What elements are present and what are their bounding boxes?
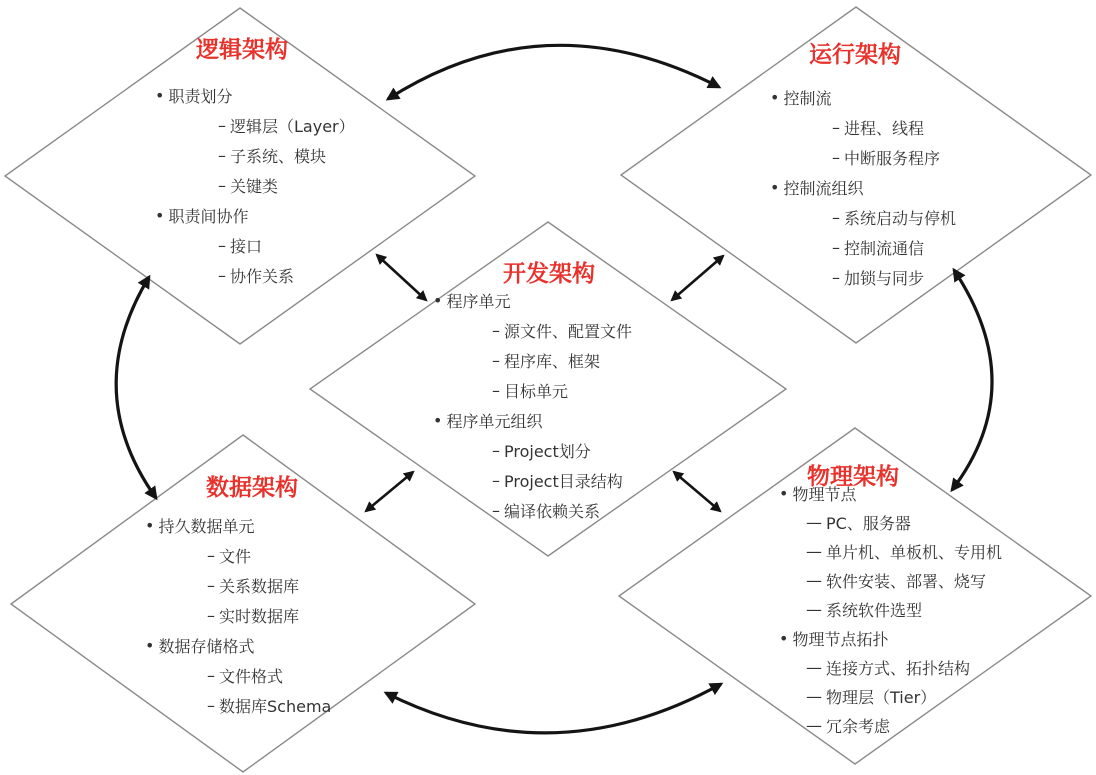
- bullet-icon: •: [770, 177, 780, 197]
- dash-icon: —: [806, 513, 822, 532]
- list-item-label: 数据存储格式: [158, 636, 255, 656]
- list-item-label: 物理节点: [792, 485, 857, 504]
- dash-icon: –: [492, 500, 500, 520]
- list-item-label: Project目录结构: [504, 471, 623, 491]
- dash-icon: –: [492, 320, 500, 340]
- list-item: [145, 630, 331, 660]
- list-item: [832, 142, 956, 172]
- list-item: [155, 200, 355, 230]
- view-list-development: [433, 285, 632, 525]
- list-item: [145, 510, 331, 540]
- dash-icon: –: [832, 207, 840, 227]
- list-item: [806, 566, 1002, 595]
- list-item: [218, 110, 355, 140]
- list-item-label: 控制流: [783, 88, 832, 108]
- dash-icon: –: [218, 175, 226, 195]
- list-item: [207, 570, 331, 600]
- list-item-label: 目标单元: [504, 381, 569, 401]
- view-title-development: 开发架构: [503, 261, 595, 287]
- list-item: [806, 653, 1002, 682]
- arrow-logical-development: [377, 255, 426, 300]
- list-item-label: 实时数据库: [219, 606, 300, 626]
- list-item: [207, 690, 331, 720]
- dash-icon: –: [218, 115, 226, 135]
- dash-icon: –: [832, 237, 840, 257]
- dash-icon: —: [806, 687, 822, 706]
- view-list-data: [145, 510, 331, 720]
- list-item-label: 职责划分: [168, 86, 233, 106]
- list-item: [218, 170, 355, 200]
- bullet-icon: •: [155, 205, 165, 225]
- list-item: [207, 540, 331, 570]
- dash-icon: –: [207, 665, 215, 685]
- view-list-running: [770, 82, 956, 292]
- list-item-label: 软件安装、部署、烧写: [826, 572, 987, 591]
- list-item: [770, 82, 956, 112]
- list-item-label: PC、服务器: [826, 514, 911, 533]
- list-item-label: 控制流组织: [783, 178, 864, 198]
- view-list-physical: [779, 479, 1002, 740]
- view-title-logical: 逻辑架构: [196, 37, 288, 63]
- list-item: [218, 260, 355, 290]
- list-item: [433, 285, 632, 315]
- arrow-data-development: [366, 472, 413, 511]
- list-item-label: 单片机、单板机、专用机: [826, 543, 1003, 562]
- arrow-logical-running: [388, 45, 719, 99]
- dash-icon: –: [492, 440, 500, 460]
- dash-icon: –: [832, 147, 840, 167]
- list-item: [207, 600, 331, 630]
- dash-icon: —: [806, 542, 822, 561]
- list-item-label: 中断服务程序: [844, 148, 941, 168]
- list-item-label: 文件格式: [219, 666, 284, 686]
- list-item: [806, 508, 1002, 537]
- bullet-icon: •: [770, 87, 780, 107]
- list-item: [806, 595, 1002, 624]
- dash-icon: –: [207, 605, 215, 625]
- list-item-label: 程序单元组织: [446, 411, 543, 431]
- bullet-icon: •: [433, 410, 443, 430]
- list-item-label: 关系数据库: [219, 576, 300, 596]
- list-item-label: 子系统、模块: [230, 146, 327, 166]
- view-title-physical: 物理架构: [807, 464, 899, 490]
- list-item: [806, 537, 1002, 566]
- list-item: [492, 315, 632, 345]
- bullet-icon: •: [155, 85, 165, 105]
- dash-icon: —: [806, 716, 822, 735]
- bullet-icon: •: [779, 484, 789, 503]
- list-item-label: 关键类: [230, 176, 279, 196]
- bullet-icon: •: [145, 515, 155, 535]
- list-item: [779, 479, 1002, 508]
- arrow-running-physical: [952, 270, 992, 490]
- list-item-label: 物理层（Tier）: [826, 688, 937, 707]
- list-item: [492, 465, 632, 495]
- list-item-label: 物理节点拓扑: [792, 630, 889, 649]
- list-item-label: 程序单元: [446, 291, 511, 311]
- list-item-label: Project划分: [504, 441, 591, 461]
- list-item-label: 进程、线程: [844, 118, 925, 138]
- arrow-logical-data: [116, 277, 156, 498]
- dash-icon: –: [218, 265, 226, 285]
- list-item-label: 连接方式、拓扑结构: [826, 659, 971, 678]
- list-item-label: 冗余考虑: [826, 717, 891, 736]
- list-item-label: 编译依赖关系: [504, 501, 601, 521]
- list-item-label: 接口: [230, 236, 263, 256]
- list-item-label: 持久数据单元: [158, 516, 255, 536]
- list-item-label: 控制流通信: [844, 238, 925, 258]
- list-item: [832, 202, 956, 232]
- dash-icon: —: [806, 571, 822, 590]
- list-item: [155, 80, 355, 110]
- list-item: [218, 230, 355, 260]
- list-item-label: 职责间协作: [168, 206, 249, 226]
- list-item: [770, 172, 956, 202]
- dash-icon: –: [218, 235, 226, 255]
- list-item-label: 源文件、配置文件: [504, 321, 633, 341]
- list-item: [492, 435, 632, 465]
- dash-icon: –: [207, 695, 215, 715]
- list-item-label: 协作关系: [230, 266, 295, 286]
- arrow-data-physical: [386, 684, 721, 733]
- list-item-label: 逻辑层（Layer）: [230, 116, 355, 136]
- dash-icon: –: [492, 470, 500, 490]
- dash-icon: –: [832, 267, 840, 287]
- dash-icon: –: [832, 117, 840, 137]
- list-item: [492, 375, 632, 405]
- dash-icon: —: [806, 600, 822, 619]
- bullet-icon: •: [145, 635, 155, 655]
- list-item: [433, 405, 632, 435]
- dash-icon: –: [218, 145, 226, 165]
- list-item-label: 程序库、框架: [504, 351, 601, 371]
- list-item-label: 数据库Schema: [219, 696, 332, 716]
- list-item: [806, 682, 1002, 711]
- dash-icon: —: [806, 658, 822, 677]
- view-title-running: 运行架构: [809, 42, 901, 68]
- list-item: [832, 262, 956, 292]
- bullet-icon: •: [779, 629, 789, 648]
- list-item: [218, 140, 355, 170]
- dash-icon: –: [492, 380, 500, 400]
- list-item: [832, 232, 956, 262]
- list-item: [832, 112, 956, 142]
- list-item: [492, 345, 632, 375]
- bullet-icon: •: [433, 290, 443, 310]
- view-list-logical: [155, 80, 355, 290]
- arrow-running-development: [672, 256, 723, 300]
- list-item-label: 文件: [219, 546, 252, 566]
- arrow-physical-development: [674, 472, 720, 511]
- view-title-data: 数据架构: [206, 475, 298, 501]
- list-item: [207, 660, 331, 690]
- list-item: [779, 624, 1002, 653]
- dash-icon: –: [207, 575, 215, 595]
- list-item-label: 系统软件选型: [826, 601, 923, 620]
- list-item-label: 加锁与同步: [844, 268, 925, 288]
- list-item: [492, 495, 632, 525]
- list-item: [806, 711, 1002, 740]
- dash-icon: –: [492, 350, 500, 370]
- dash-icon: –: [207, 545, 215, 565]
- list-item-label: 系统启动与停机: [844, 208, 957, 228]
